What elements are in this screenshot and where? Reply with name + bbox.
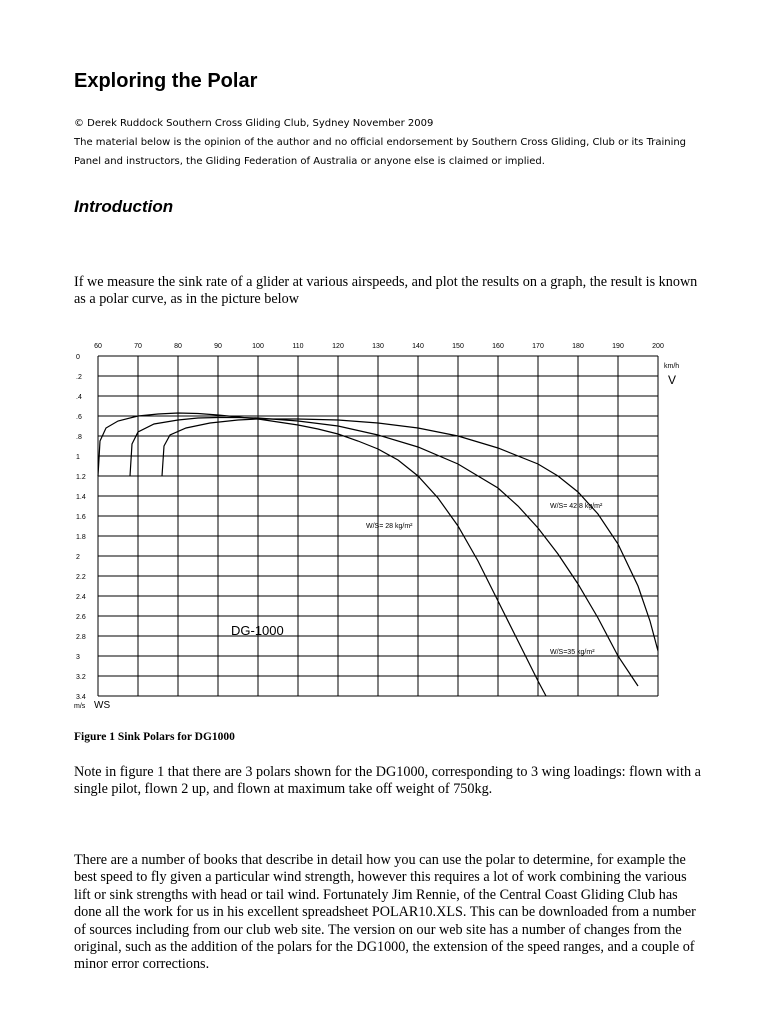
x-axis-unit: km/h (664, 363, 680, 370)
document-title: Exploring the Polar (74, 70, 258, 92)
x-tick-label: 150 (452, 343, 464, 350)
section-heading-introduction: Introduction (74, 197, 174, 216)
y-tick-label: 3.4 (76, 694, 86, 701)
y-tick-label: .2 (76, 374, 82, 381)
x-tick-label: 120 (332, 343, 344, 350)
y-axis-unit: m/s (74, 703, 86, 710)
chart-annotation: DG-1000 (231, 623, 284, 638)
polar-curve-2 (130, 418, 638, 687)
y-axis-symbol: WS (94, 700, 111, 711)
y-tick-label: 1.8 (76, 534, 86, 541)
x-axis-symbol: V (668, 373, 677, 387)
x-tick-label: 70 (134, 343, 142, 350)
y-tick-label: 1.2 (76, 474, 86, 481)
x-tick-label: 140 (412, 343, 424, 350)
y-tick-label: 3.2 (76, 674, 86, 681)
y-tick-label: 2.4 (76, 594, 86, 601)
y-tick-label: 2.8 (76, 634, 86, 641)
x-tick-label: 60 (94, 343, 102, 350)
intro-paragraph: If we measure the sink rate of a glider at various airspeeds, and plot the results on a graph, the result is known as a polar curve, as in the picture below (74, 274, 698, 308)
document-meta (74, 114, 714, 171)
y-tick-label: 1 (76, 454, 80, 461)
y-tick-label: 2.6 (76, 614, 86, 621)
x-tick-label: 110 (292, 343, 304, 350)
x-tick-label: 80 (174, 343, 182, 350)
y-tick-label: .6 (76, 414, 82, 421)
x-tick-label: 90 (214, 343, 222, 350)
series-label: W/S=35 kg/m² (550, 649, 595, 656)
books-paragraph: There are a number of books that describe in detail how you can use the polar to determine, for example the best speed to fly given a particular wind strength, however this requires a lot of work combining the various lift or sink strengths with head or tail wind. Fortunately Jim Rennie, of the Central Coast Gliding Club has done all the work for us in his excellent spreadsheet POLAR10.XLS. This can be downloaded from a number of sources including from our club web site. The version on our web site has a number of changes from the original, such as the addition of the polars for the DG1000, the extension of the speed ranges, and a couple of minor error corrections. (74, 852, 696, 973)
y-tick-label: 1.4 (76, 494, 86, 501)
y-tick-label: .8 (76, 434, 82, 441)
x-tick-label: 160 (492, 343, 504, 350)
polar-chart (74, 332, 680, 722)
y-tick-label: 1.6 (76, 514, 86, 521)
series-label: W/S= 42.8 kg/m² (550, 503, 603, 510)
chart-labels (366, 503, 603, 656)
chart-tick-labels (76, 343, 664, 701)
y-tick-label: 3 (76, 654, 80, 661)
x-tick-label: 190 (612, 343, 624, 350)
y-tick-label: 2 (76, 554, 80, 561)
x-tick-label: 100 (252, 343, 264, 350)
y-tick-label: 2.2 (76, 574, 86, 581)
x-tick-label: 170 (532, 343, 544, 350)
x-tick-label: 200 (652, 343, 664, 350)
y-tick-label: .4 (76, 394, 82, 401)
y-tick-label: 0 (76, 354, 80, 361)
figure-caption: Figure 1 Sink Polars for DG1000 (74, 731, 235, 743)
note-paragraph: Note in figure 1 that there are 3 polars shown for the DG1000, corresponding to 3 wing loadings: flown with a single pilot, flown 2 up, and flown at maximum take off weight of 750kg. (74, 764, 701, 798)
disclaimer-text: The material below is the opinion of the author and no official endorsement by Southern Cross Gliding, Club or its Training Panel and instructors, the Gliding Federation of Australia or anyone else is claimed or implied. (74, 137, 687, 167)
x-tick-label: 130 (372, 343, 384, 350)
polar-curve-1 (98, 413, 546, 696)
x-tick-label: 180 (572, 343, 584, 350)
copyright-line: © Derek Ruddock Southern Cross Gliding Club, Sydney November 2009 (74, 118, 434, 129)
series-label: W/S= 28 kg/m² (366, 523, 413, 530)
